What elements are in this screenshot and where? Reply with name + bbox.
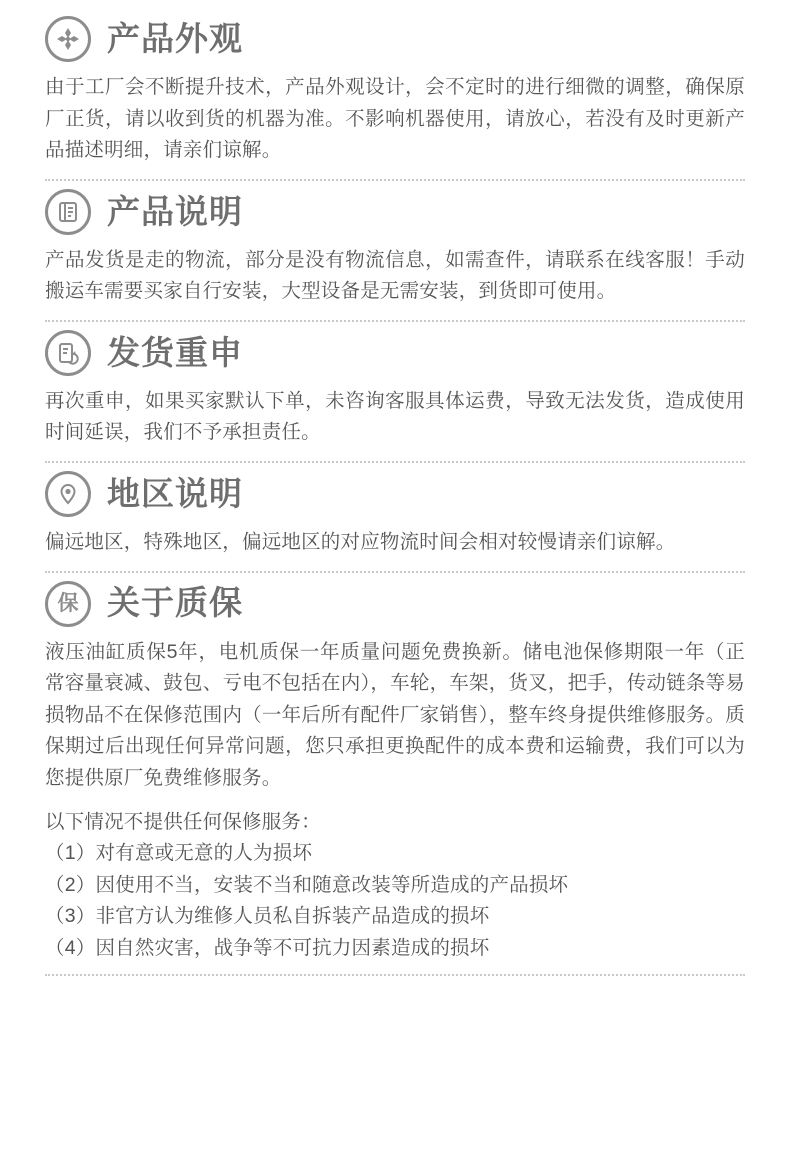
section-header — [45, 322, 745, 382]
section-paragraph: 偏远地区，特殊地区，偏远地区的对应物流时间会相对较慢请亲们谅解。 — [45, 531, 676, 554]
list-item: （2）因使用不当，安装不当和随意改装等所造成的产品损坏 — [45, 873, 569, 896]
warranty-glyph: 保 — [57, 592, 79, 616]
product-description-icon — [45, 189, 91, 235]
list-item: （1）对有意或无意的人为损坏 — [45, 842, 313, 865]
section-product-description — [45, 181, 745, 322]
section-paragraph: 产品发货是走的物流，部分是没有物流信息，如需查件，请联系在线客服！手动搬运车需要买家自行安装，大型设备是无需安装，到货即可使用。 — [45, 248, 745, 303]
section-region-description — [45, 463, 745, 573]
product-appearance-icon — [45, 16, 91, 62]
section-header — [45, 8, 745, 68]
divider — [45, 974, 745, 976]
location-pin-icon — [45, 471, 91, 517]
section-title: 产品说明 — [107, 192, 243, 230]
section-header — [45, 181, 745, 241]
section-paragraph: 由于工厂会不断提升技术，产品外观设计，会不定时的进行细微的调整，确保原厂正货，请以收到货的机器为准。不影响机器使用，请放心，若没有及时更新产品描述明细，请亲们谅解。 — [45, 76, 745, 162]
warranty-icon — [45, 581, 91, 627]
section-header — [45, 463, 745, 523]
section-title: 发货重申 — [107, 333, 243, 371]
section-title: 地区说明 — [107, 474, 243, 512]
section-product-appearance — [45, 8, 745, 181]
section-paragraph: 再次重申，如果买家默认下单，未咨询客服具体运费，导致无法发货，造成使用时间延误，我们不予承担责任。 — [45, 389, 745, 444]
section-shipping-restate — [45, 322, 745, 463]
list-item: 以下情况不提供任何保修服务： — [45, 810, 321, 833]
section-warranty — [45, 573, 745, 977]
section-header — [45, 573, 745, 633]
warranty-exclusion-list — [45, 805, 745, 975]
list-item: （4）因自然灾害，战争等不可抗力因素造成的损坏 — [45, 936, 490, 959]
shipping-restate-icon — [45, 330, 91, 376]
list-item: （3）非官方认为维修人员私自拆装产品造成的损坏 — [45, 905, 490, 928]
section-title: 产品外观 — [107, 19, 243, 57]
section-paragraph: 液压油缸质保5年，电机质保一年质量问题免费换新。储电池保修期限一年（正常容量衰减、鼓包、亏电不包括在内），车轮，车架，货叉，把手，传动链条等易损物品不在保修范围内（一年后所有配件厂家销售），整车终身提供维修服务。质保期过后出现任何异常问题，您只承担更换配件的成本费和运输费，我们可以为您提供原厂免费维修服务。 — [45, 640, 745, 789]
section-title: 关于质保 — [107, 584, 243, 622]
